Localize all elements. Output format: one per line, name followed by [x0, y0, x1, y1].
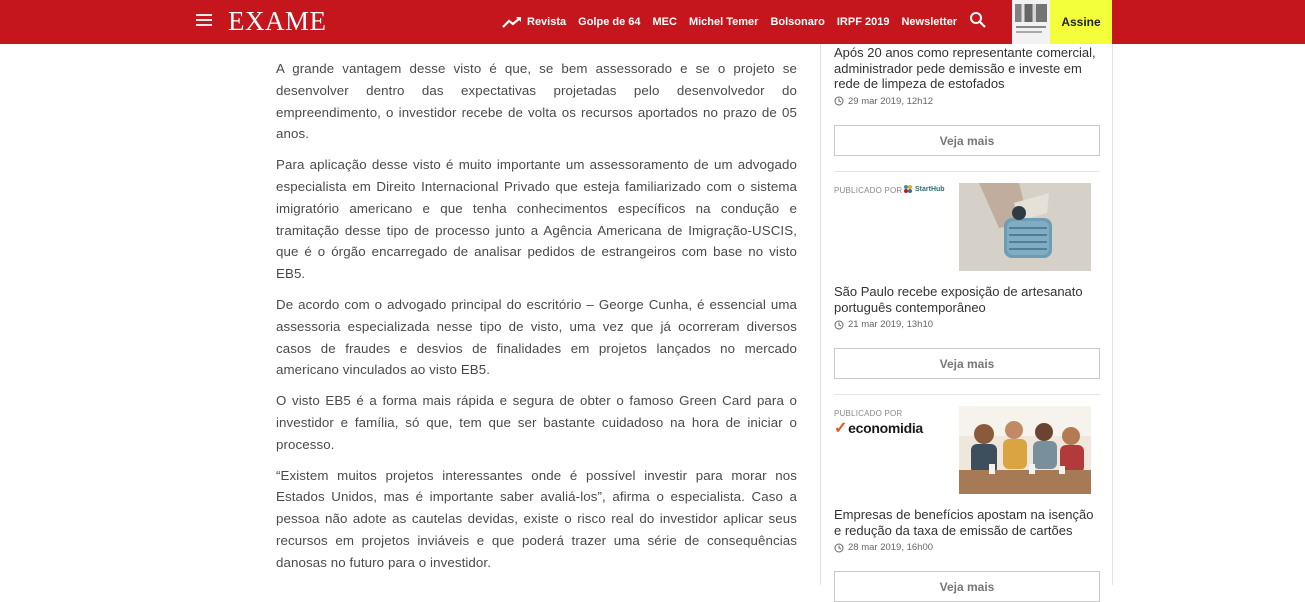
nav-item-mec[interactable]: MEC	[652, 16, 677, 28]
nav-item-golpe-de-64[interactable]: Golpe de 64	[578, 16, 641, 28]
top-header	[0, 0, 1305, 44]
publisher-logo[interactable]	[834, 418, 923, 438]
card-date-text: 28 mar 2019, 16h00	[848, 542, 934, 553]
site-logo[interactable]: EXAME	[228, 6, 327, 36]
hamburger-menu-icon[interactable]	[196, 14, 212, 27]
people-at-table-image	[959, 406, 1091, 494]
starthub-logo-icon	[903, 184, 913, 194]
article-thumbnail[interactable]	[959, 406, 1091, 494]
sidebar	[820, 44, 1113, 594]
divider	[834, 394, 1100, 395]
card-date	[834, 96, 1100, 107]
trending-icon	[502, 16, 522, 28]
article-paragraph: “Existem muitos projetos interessantes onde é possível investir para morar nos Estados Unidos, mas é importante saber avaliá-los”, afirma o especialista. Caso a pessoa não adote as cautelas devidas, existe o risco real do investidor aplicar seus recursos em projetos inviáveis e que poderá trazer uma série de consequências danosas no futuro para o investidor.	[276, 467, 797, 570]
search-icon[interactable]	[969, 11, 986, 28]
see-more-button[interactable]: Veja mais	[834, 125, 1100, 156]
sidebar-card	[834, 507, 1100, 553]
article-thumbnail[interactable]	[959, 183, 1091, 271]
ceramic-cup-image	[959, 183, 1091, 271]
card-date	[834, 319, 1100, 330]
nav-item-revista[interactable]	[502, 16, 566, 28]
publisher-name: StartHub	[915, 185, 945, 193]
card-date-text: 29 mar 2019, 12h12	[848, 95, 934, 107]
nav-item-newsletter[interactable]: Newsletter	[901, 16, 958, 28]
subscribe-button[interactable]: Assine	[1050, 0, 1112, 44]
see-more-button[interactable]: Veja mais	[834, 348, 1100, 379]
nav-item-michel-temer[interactable]: Michel Temer	[688, 16, 759, 28]
magazine-cover-thumbnail[interactable]	[1012, 0, 1050, 44]
publisher-logo[interactable]	[903, 184, 945, 194]
published-by-label: PUBLICADO POR	[834, 186, 903, 195]
published-by-label: PUBLICADO POR	[834, 409, 903, 418]
sidebar-card	[834, 45, 1100, 107]
nav-item-bolsonaro[interactable]: Bolsonaro	[770, 16, 825, 28]
clock-icon	[834, 96, 844, 106]
nav-item-label: Revista	[527, 16, 567, 28]
card-title[interactable]: São Paulo recebe exposição de artesanato português contemporâneo	[834, 284, 1083, 315]
clock-icon	[834, 320, 844, 330]
economidia-logo-icon: ✓	[834, 420, 848, 437]
clock-icon	[834, 543, 844, 553]
card-date-text: 21 mar 2019, 13h10	[848, 319, 934, 330]
nav-item-irpf-2019[interactable]: IRPF 2019	[836, 16, 890, 28]
article-paragraph: A grande vantagem desse visto é que, se bem assessorado e se o projeto se desenvolver dentro das expectativas projetadas pelo desenvolvedor do empreendimento, o investidor recebe de volta os recursos aportados no prazo de 05 anos.	[276, 61, 797, 142]
card-title[interactable]: Após 20 anos como representante comercial, administrador pede demissão e investe em rede de limpeza de estofados	[834, 45, 1096, 91]
publisher-name: economidia	[848, 420, 923, 436]
see-more-button[interactable]: Veja mais	[834, 571, 1100, 602]
card-title[interactable]: Empresas de benefícios apostam na isenção e redução da taxa de emissão de cartões	[834, 507, 1094, 538]
article-paragraph: Para aplicação desse visto é muito importante um assessoramento de um advogado especialista em Direito Internacional Privado que esteja familiarizado com o sistema imigratório americano e que tenha conhecimentos específicos na condução e tramitação desse tipo de processo junto a Agência Americana de Imigração-USCIS, que é o órgão encarregado de analisar pedidos de estrangeiros com base no visto EB5.	[276, 157, 797, 282]
main-nav	[502, 0, 969, 44]
article-body	[276, 58, 797, 583]
divider	[834, 171, 1100, 172]
article-paragraph: De acordo com o advogado principal do escritório – George Cunha, é essencial uma assessoria especializada nesse tipo de visto, uma vez que já ocorreram diversos casos de fraudes e desvios de finalidades em projetos lançados no mercado americano vinculados ao visto EB5.	[276, 296, 797, 378]
sidebar-card	[834, 284, 1100, 330]
card-date	[834, 542, 1100, 553]
article-paragraph: O visto EB5 é a forma mais rápida e segura de obter o famoso Green Card para o investidor e família, só que, tem que ser bastante cuidadoso na hora de iniciar o processo.	[276, 393, 797, 452]
